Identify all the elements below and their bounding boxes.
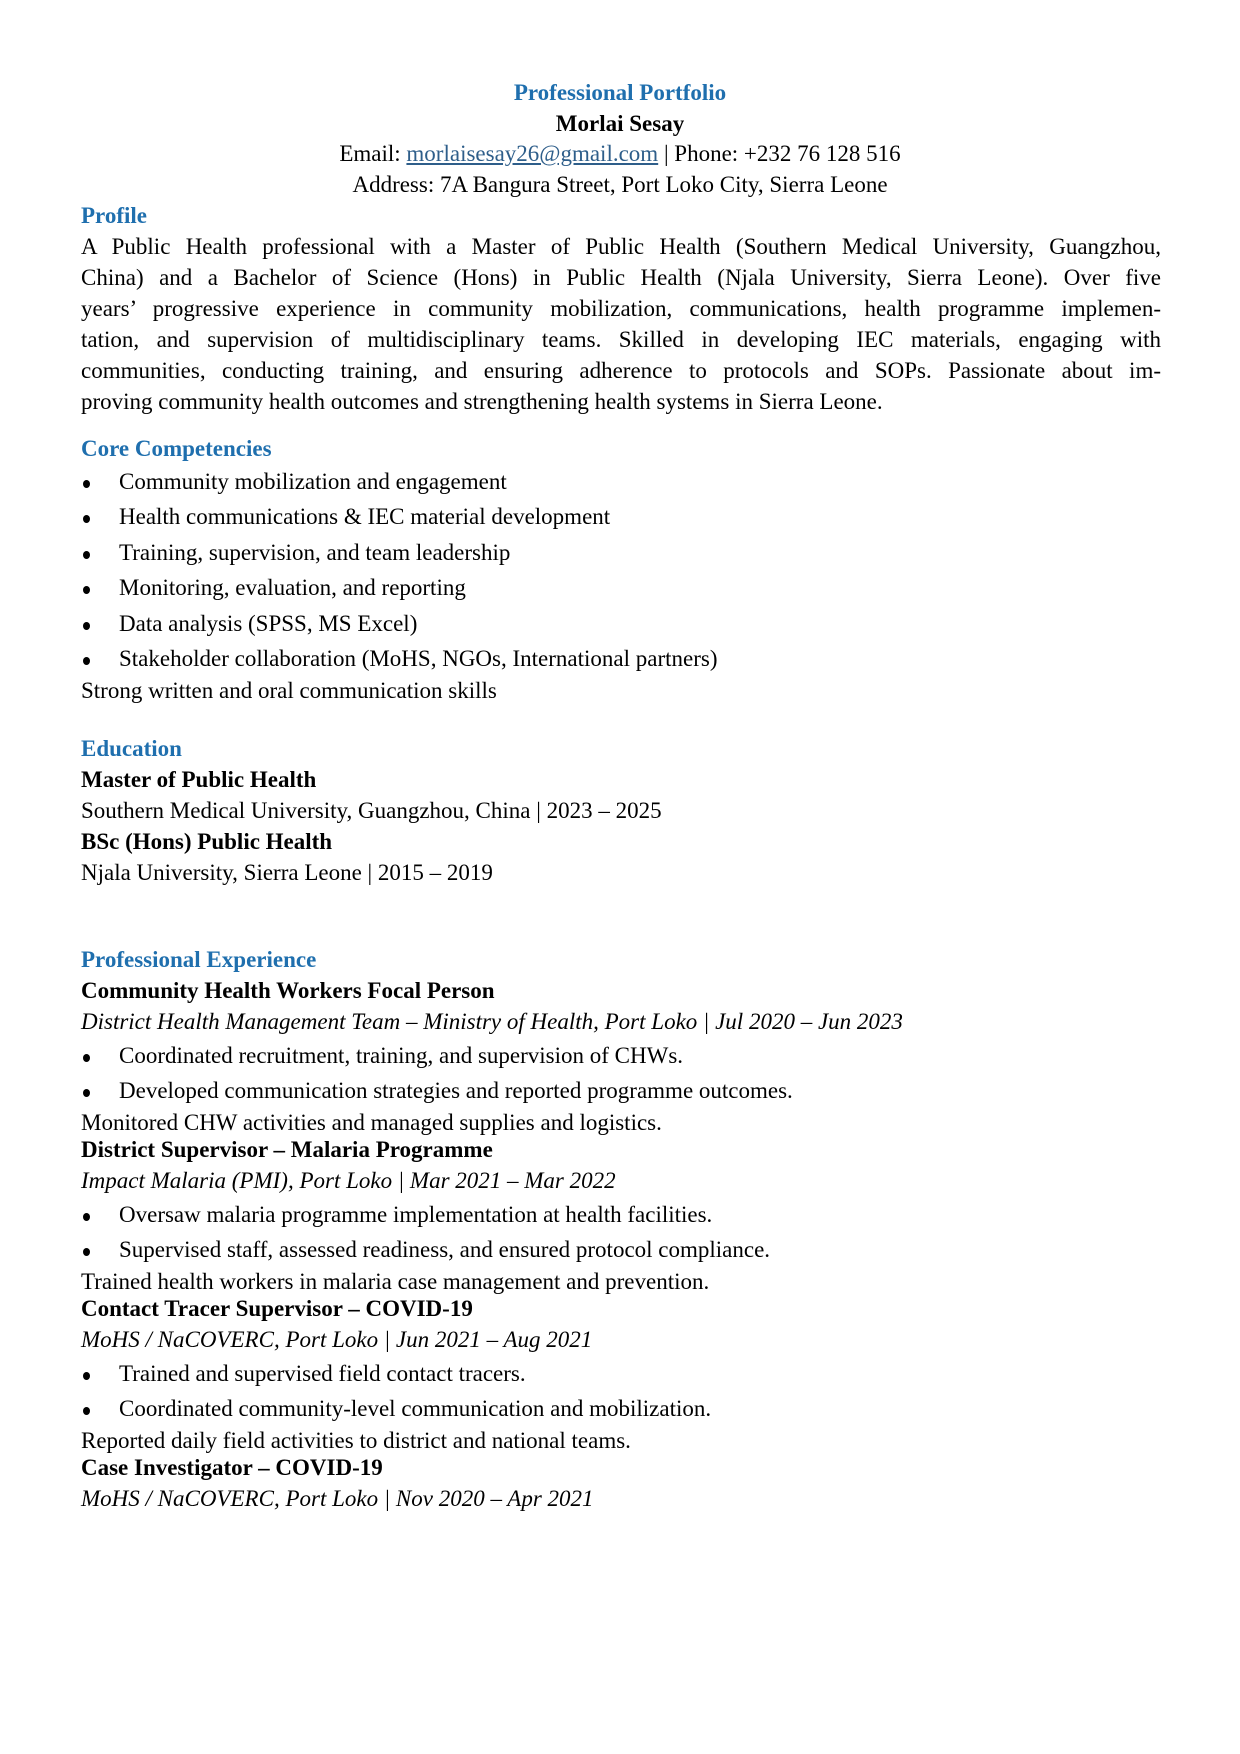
- education-heading: Education: [81, 736, 182, 761]
- job-title: Case Investigator – COVID-19: [81, 1455, 383, 1480]
- contact-line: [0, 141, 1240, 167]
- profile-line: proving community health outcomes and strengthening health systems in Sierra Leone.: [81, 389, 883, 414]
- job-title: Contact Tracer Supervisor – COVID-19: [81, 1296, 473, 1321]
- job-title: Community Health Workers Focal Person: [81, 978, 495, 1003]
- job-org: MoHS / NaCOVERC, Port Loko | Jun 2021 – Aug 2021: [81, 1327, 593, 1352]
- job-trailing: Trained health workers in malaria case management and prevention.: [81, 1269, 710, 1294]
- competencies-heading: Core Competencies: [81, 436, 272, 461]
- education-detail: Njala University, Sierra Leone | 2015 – 2019: [81, 860, 493, 885]
- job-org: District Health Management Team – Ministry of Health, Port Loko | Jul 2020 – Jun 2023: [81, 1009, 903, 1034]
- profile-heading: Profile: [81, 203, 147, 228]
- phone-text: | Phone: +232 76 128 516: [658, 141, 901, 166]
- job-trailing: Monitored CHW activities and managed supplies and logistics.: [81, 1110, 662, 1135]
- email-label: Email:: [339, 141, 407, 166]
- candidate-name: Morlai Sesay: [555, 111, 685, 136]
- profile-line: China) and a Bachelor of Science (Hons) in Public Health (Njala University, Sierra Leone). Over five: [81, 265, 1161, 290]
- address-line: Address: 7A Bangura Street, Port Loko City, Sierra Leone: [352, 172, 888, 197]
- competencies-trailing: Strong written and oral communication skills: [81, 678, 497, 703]
- document-title: Professional Portfolio: [513, 80, 727, 105]
- profile-line: years’ progressive experience in community mobilization, communications, health programme implemen-: [81, 296, 1161, 321]
- profile-line: A Public Health professional with a Master of Public Health (Southern Medical University, Guangzhou,: [81, 234, 1161, 259]
- resume-page: Professional Portfolio Morlai Sesay Email: morlaisesay26@gmail.com | Phone: +232 76 128 516 Address: 7A Bangura Street, Port Loko City, Sierra Leone Profile A Public Health professional with a Master of Public Health (Southern Medical University, Guangzhou, China) and a Bachelor of Science (Hons) in Public Health (Njala University, Sierra Leone). Over five years’ progressive experience in community mobilization, communications, health programme implemen- tation, and supervision of multidisciplinary teams. Skilled in developing IEC materials, engaging with communities, conducting training, and ensuring adherence to protocols and SOPs. Passionate about im- proving community health outcomes and strengthening health systems in Sierra Leone. Core Competencies Community mobilization and engagement Health communications & IEC material development Training, supervision, and team leadership Monitoring, evaluation, and reporting Data analysis (SPSS, MS Excel) Stakeholder collaboration (MoHS, NGOs, International partners) Strong written and oral communication skills Education Master of Public Health Southern Medical University, Guangzhou, China | 2023 – 2025 BSc (Hons) Public Health Njala University, Sierra Leone | 2015 – 2019 Professional Experience Community Health Workers Focal Person District Health Management Team – Ministry of Health, Port Loko | Jul 2020 – Jun 2023 Coordinated recruitment, training, and supervision of CHWs. Developed communication strategies and reported programme outcomes. Monitored CHW activities and managed supplies and logistics. District Supervisor – Malaria Programme Impact Malaria (PMI), Port Loko | Mar 2021 – Mar 2022 Oversaw malaria programme implementation at health facilities. Supervised staff, assessed readiness, and ensured protocol compliance. Trained health workers in malaria case management and prevention. Contact Tracer Supervisor – COVID-19 MoHS / NaCOVERC, Port Loko | Jun 2021 – Aug 2021 Trained and supervised field contact tracers. Coordinated community-level communication and mobilization. Reported daily field activities to district and national teams. Case Investigator – COVID-19 MoHS / NaCOVERC, Port Loko | Nov 2020 – Apr 2021: [0, 0, 1240, 1754]
- job-trailing: Reported daily field activities to district and national teams.: [81, 1428, 631, 1453]
- email-link[interactable]: morlaisesay26@gmail.com: [406, 141, 659, 166]
- experience-heading: Professional Experience: [81, 947, 317, 972]
- education-degree: BSc (Hons) Public Health: [81, 829, 333, 854]
- profile-line: communities, conducting training, and ensuring adherence to protocols and SOPs. Passionate about im-: [81, 358, 1161, 383]
- education-degree: Master of Public Health: [81, 767, 317, 792]
- education-detail: Southern Medical University, Guangzhou, China | 2023 – 2025: [81, 798, 662, 823]
- profile-line: tation, and supervision of multidisciplinary teams. Skilled in developing IEC materials, engaging with: [81, 327, 1161, 352]
- job-title: District Supervisor – Malaria Programme: [81, 1137, 493, 1162]
- job-org: Impact Malaria (PMI), Port Loko | Mar 2021 – Mar 2022: [81, 1168, 616, 1193]
- job-org: MoHS / NaCOVERC, Port Loko | Nov 2020 – Apr 2021: [81, 1486, 594, 1511]
